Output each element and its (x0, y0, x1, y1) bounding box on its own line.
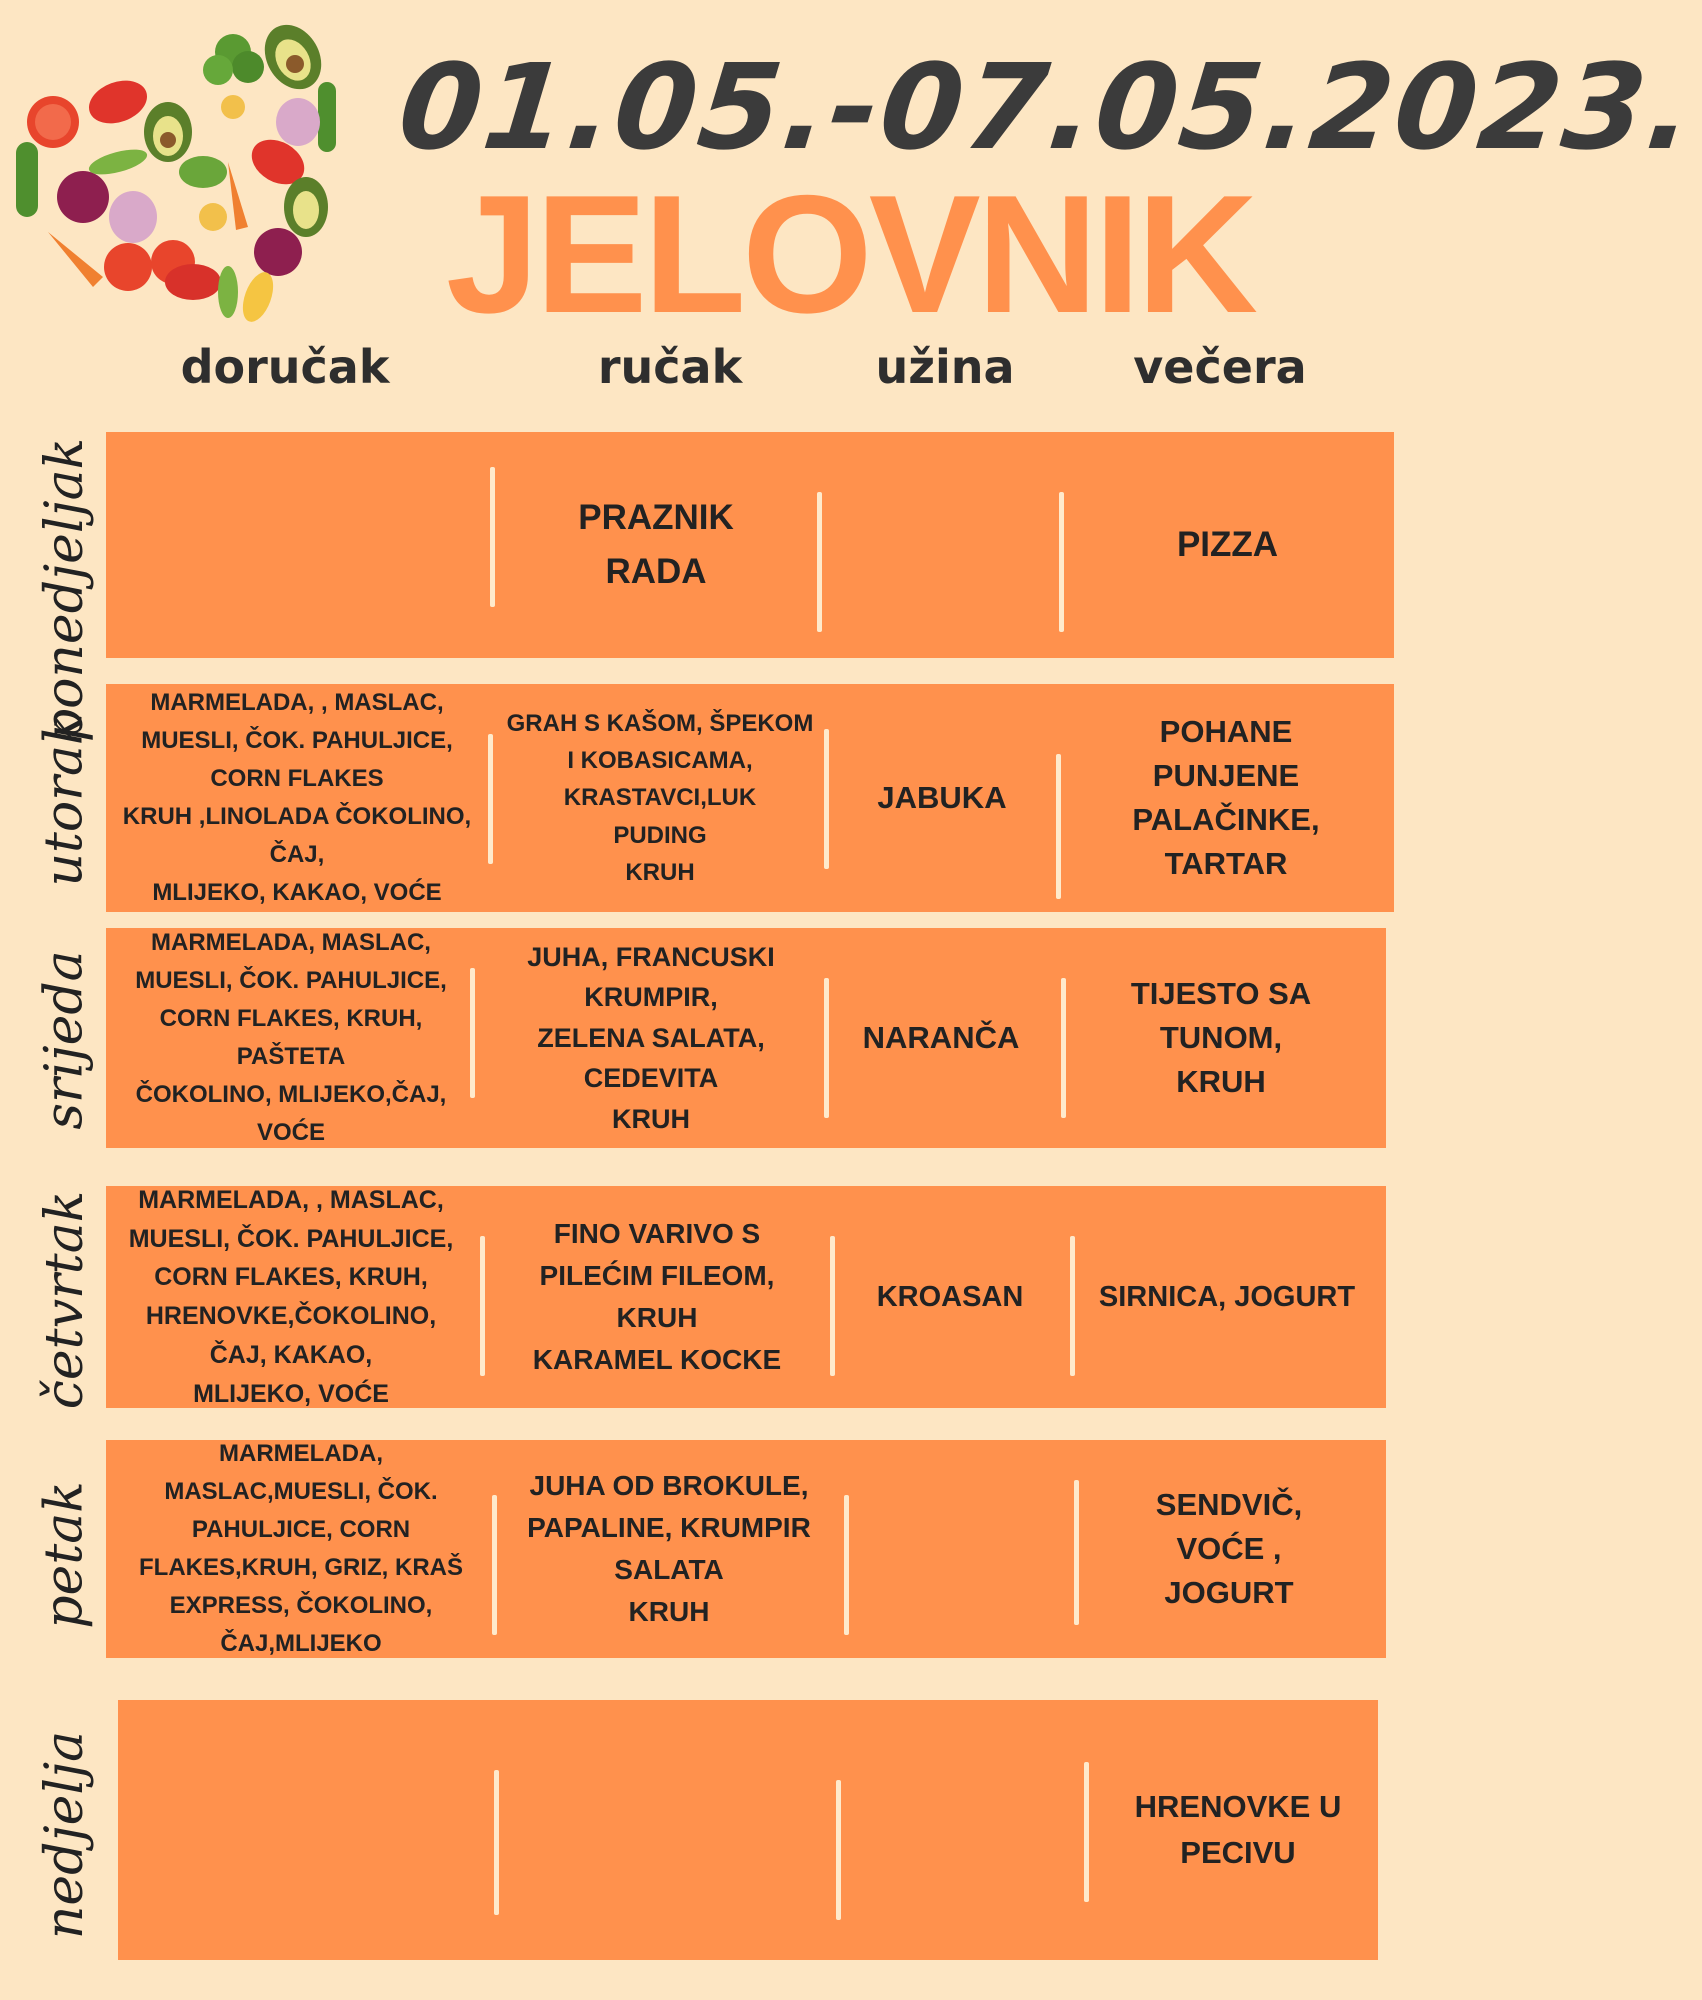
cell-rucak: PRAZNIK RADA (578, 497, 734, 591)
menu-row-cetvrtak (106, 1186, 1386, 1408)
cell-vecera: POHANE PUNJENE PALAČINKE, TARTAR (1132, 713, 1320, 882)
cell-uzina: NARANČA (862, 1020, 1020, 1055)
cell-vecera: PIZZA (1176, 525, 1279, 564)
cell-vecera: SIRNICA, JOGURT (1098, 1280, 1356, 1313)
separator (470, 968, 475, 1098)
separator (480, 1236, 485, 1376)
menu-row-petak (106, 1440, 1386, 1658)
separator (1061, 978, 1066, 1118)
cell-dorucak (106, 432, 491, 658)
separator (488, 734, 493, 864)
day-label-srijeda: srijeda (35, 950, 96, 1130)
cell-vecera: SENDVIČ, VOĆE , JOGURT (1155, 1486, 1303, 1610)
cell-rucak: FINO VARIVO S PILEĆIM FILEOM, KRUH KARAMEL KOCKE (532, 1218, 782, 1375)
separator (1056, 754, 1061, 899)
day-label-ponedjeljak: ponedjeljak (35, 437, 95, 743)
cell-vecera: HRENOVKE U PECIVU (1134, 1788, 1342, 1870)
cell-rucak: JUHA, FRANCUSKI KRUMPIR, ZELENA SALATA, CEDEVITA KRUH (527, 941, 775, 1134)
column-header-vecera: večera (1133, 340, 1307, 394)
separator (824, 729, 829, 869)
separator (494, 1770, 499, 1915)
menu-title: JELOVNIK (445, 160, 1255, 348)
cell-uzina (846, 1440, 1076, 1658)
menu-row-utorak (106, 684, 1394, 912)
separator (1070, 1236, 1075, 1376)
separator (490, 467, 495, 607)
separator (492, 1495, 497, 1635)
day-label-petak: petak (35, 1481, 95, 1629)
cell-dorucak: MARMELADA, , MASLAC, MUESLI, ČOK. PAHULJICE, CORN FLAKES, KRUH, HRENOVKE,ČOKOLINO, ČAJ, KAKAO, MLIJEKO, VOĆE (128, 1185, 454, 1408)
cell-vecera: TIJESTO SA TUNOM, KRUH (1130, 975, 1312, 1099)
cell-uzina: JABUKA (877, 780, 1007, 815)
cell-uzina (821, 432, 1061, 658)
cell-rucak (496, 1700, 834, 1960)
column-header-dorucak: doručak (180, 340, 390, 394)
cell-uzina: KROASAN (876, 1280, 1024, 1313)
separator (844, 1495, 849, 1635)
cell-dorucak: MARMELADA, , MASLAC, MUESLI, ČOK. PAHULJICE, CORN FLAKES KRUH ,LINOLADA ČOKOLINO, ČAJ, MLIJEKO, KAKAO, VOĆE (122, 689, 472, 906)
vegetable-heart-icon (8, 12, 338, 327)
cell-rucak: GRAH S KAŠOM, ŠPEKOM I KOBASICAMA, KRASTAVCI,LUK PUDING KRUH (506, 710, 814, 886)
separator (824, 978, 829, 1118)
separator (1084, 1762, 1089, 1902)
separator (1059, 492, 1064, 632)
menu-row-srijeda (106, 928, 1386, 1148)
cell-rucak: JUHA OD BROKULE, PAPALINE, KRUMPIR SALATA KRUH (527, 1470, 811, 1627)
menu-row-nedjelja (118, 1700, 1378, 1960)
separator (836, 1780, 841, 1920)
separator (1074, 1480, 1079, 1625)
separator (830, 1236, 835, 1376)
cell-uzina (838, 1700, 1078, 1960)
cell-dorucak: MARMELADA, MASLAC, MUESLI, ČOK. PAHULJICE, CORN FLAKES, KRUH, PAŠTETA ČOKOLINO, MLIJEKO,ČAJ, VOĆE (135, 929, 447, 1146)
column-header-uzina: užina (875, 340, 1015, 394)
date-range-title: 01.05.-07.05.2023. (392, 38, 1702, 176)
separator (817, 492, 822, 632)
column-header-rucak: ručak (597, 340, 743, 394)
day-label-nedjelja: nedjelja (35, 1730, 96, 1940)
day-label-utorak: utorak (35, 713, 95, 887)
day-label-cetvrtak: četvrtak (35, 1190, 95, 1410)
cell-dorucak (118, 1700, 493, 1960)
cell-dorucak: MARMELADA, MASLAC,MUESLI, ČOK. PAHULJICE, CORN FLAKES,KRUH, GRIZ, KRAŠ EXPRESS, ČOKOLINO, ČAJ,MLIJEKO (139, 1440, 463, 1657)
menu-row-ponedjeljak (106, 432, 1394, 658)
